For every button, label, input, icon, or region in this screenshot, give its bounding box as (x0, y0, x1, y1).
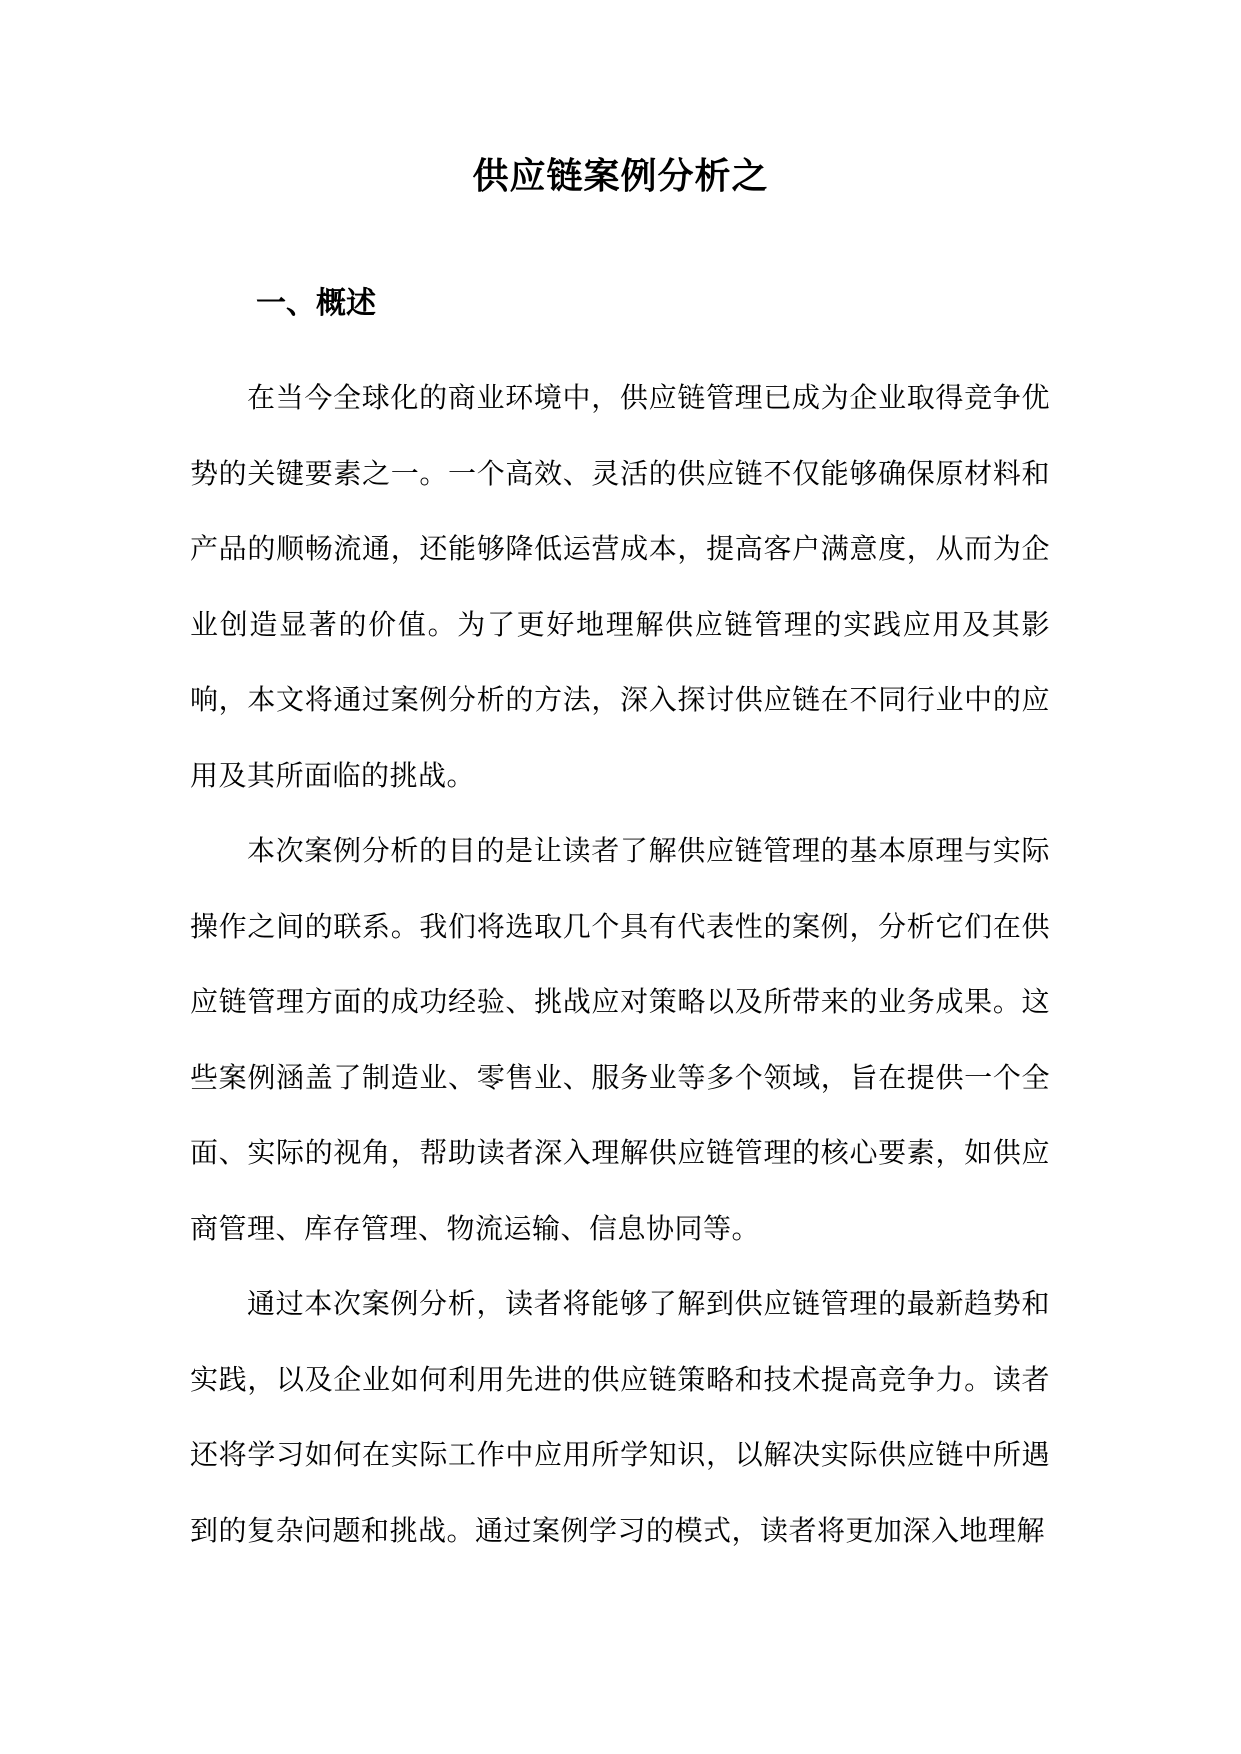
document-title: 供应链案例分析之 (472, 156, 769, 197)
body-text (190, 360, 1050, 1568)
paragraph-1: 在当今全球化的商业环境中，供应链管理已成为企业取得竞争优势的关键要素之一。一个高效、灵活的供应链不仅能够确保原材料和产品的顺畅流通，还能够降低运营成本，提高客户满意度，从而为企业创造显著的价值。为了更好地理解供应链管理的实践应用及其影响，本文将通过案例分析的方法，深入探讨供应链在不同行业中的应用及其所面临的挑战。 (190, 381, 1050, 792)
section-heading-overview: 一、概述 (256, 286, 376, 321)
paragraph-3: 通过本次案例分析，读者将能够了解到供应链管理的最新趋势和实践，以及企业如何利用先进的供应链策略和技术提高竞争力。读者还将学习如何在实际工作中应用所学知识，以解决实际供应链中所遇到的复杂问题和挑战。通过案例学习的模式，读者将更加深入地理解 (190, 1287, 1050, 1547)
paragraph-2: 本次案例分析的目的是让读者了解供应链管理的基本原理与实际操作之间的联系。我们将选取几个具有代表性的案例，分析它们在供应链管理方面的成功经验、挑战应对策略以及所带来的业务成果。这些案例涵盖了制造业、零售业、服务业等多个领域，旨在提供一个全面、实际的视角，帮助读者深入理解供应链管理的核心要素，如供应商管理、库存管理、物流运输、信息协同等。 (190, 834, 1050, 1245)
